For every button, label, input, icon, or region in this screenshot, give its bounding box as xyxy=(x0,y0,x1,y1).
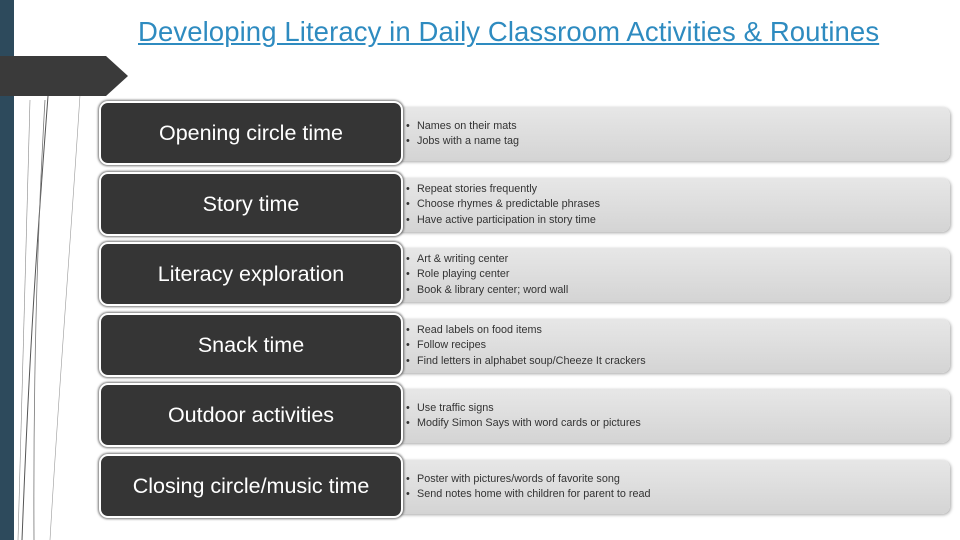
activity-detail-text: Use traffic signs xyxy=(417,401,494,414)
activity-detail-bullet xyxy=(406,354,950,370)
activity-detail-bullet xyxy=(406,487,950,503)
activity-detail-bullet xyxy=(406,283,950,299)
bullet-icon: • xyxy=(406,268,410,281)
activity-row xyxy=(0,172,960,236)
activity-detail-text: Names on their mats xyxy=(417,119,517,132)
activity-detail-text: Send notes home with children for parent to read xyxy=(417,488,651,500)
activity-details-box xyxy=(396,248,950,302)
activity-detail-bullet xyxy=(406,197,950,213)
activity-row xyxy=(0,454,960,518)
activity-details-box xyxy=(396,319,950,373)
activity-label: Outdoor activities xyxy=(167,402,335,427)
bullet-icon: • xyxy=(406,198,410,211)
activity-detail-bullet xyxy=(406,213,950,229)
activity-detail-text: Art & writing center xyxy=(417,252,509,265)
bullet-icon: • xyxy=(406,213,410,226)
activity-label-box xyxy=(99,454,403,518)
bullet-icon: • xyxy=(406,488,410,500)
bullet-icon: • xyxy=(406,339,410,352)
activity-detail-text: Jobs with a name tag xyxy=(417,135,520,147)
activity-detail-text: Book & library center; word wall xyxy=(417,283,569,296)
bullet-icon: • xyxy=(406,252,410,265)
activity-row xyxy=(0,313,960,377)
activity-detail-text: Read labels on food items xyxy=(417,323,542,336)
activity-detail-text: Find letters in alphabet soup/Cheeze It crackers xyxy=(417,354,646,367)
activity-label-box xyxy=(99,383,403,447)
bullet-icon: • xyxy=(406,135,410,147)
activity-details-box xyxy=(396,107,950,161)
activity-detail-bullet xyxy=(406,401,950,417)
activity-label: Closing circle/music time xyxy=(132,473,370,498)
activity-label-box xyxy=(99,172,403,236)
bullet-icon: • xyxy=(406,119,410,132)
activity-detail-text: Modify Simon Says with word cards or pictures xyxy=(417,417,641,429)
activity-label-box xyxy=(99,101,403,165)
activity-detail-text: Role playing center xyxy=(417,268,510,281)
activity-detail-bullet xyxy=(406,323,950,339)
activity-detail-text: Repeat stories frequently xyxy=(417,182,538,195)
bullet-icon: • xyxy=(406,472,410,485)
activity-label: Literacy exploration xyxy=(157,261,345,286)
activity-row xyxy=(0,101,960,165)
activity-details-box xyxy=(396,460,950,514)
activity-detail-bullet xyxy=(406,338,950,354)
arrow-tab xyxy=(0,56,128,96)
bullet-icon: • xyxy=(406,354,410,367)
slide-title: Developing Literacy in Daily Classroom Activities & Routines xyxy=(138,16,880,47)
activity-row xyxy=(0,383,960,447)
bullet-icon: • xyxy=(406,283,410,296)
activity-label: Snack time xyxy=(197,332,305,357)
activity-details-box xyxy=(396,178,950,232)
activity-label: Opening circle time xyxy=(158,120,344,145)
activity-detail-bullet xyxy=(406,472,950,488)
bullet-icon: • xyxy=(406,417,410,429)
bullet-icon: • xyxy=(406,323,410,336)
activity-detail-text: Choose rhymes & predictable phrases xyxy=(417,198,601,211)
activity-label-box xyxy=(99,313,403,377)
activity-row xyxy=(0,242,960,306)
activity-detail-bullet xyxy=(406,134,950,150)
activity-detail-text: Poster with pictures/words of favorite song xyxy=(417,472,620,485)
activity-detail-bullet xyxy=(406,252,950,268)
activity-detail-bullet xyxy=(406,416,950,432)
activity-detail-bullet xyxy=(406,119,950,135)
activity-detail-text: Have active participation in story time xyxy=(417,213,596,226)
bullet-icon: • xyxy=(406,401,410,414)
bullet-icon: • xyxy=(406,182,410,195)
activity-label-box xyxy=(99,242,403,306)
activity-detail-bullet xyxy=(406,182,950,198)
activity-detail-bullet xyxy=(406,267,950,283)
activity-details-box xyxy=(396,389,950,443)
activity-label: Story time xyxy=(202,191,300,216)
activity-detail-text: Follow recipes xyxy=(417,339,487,352)
